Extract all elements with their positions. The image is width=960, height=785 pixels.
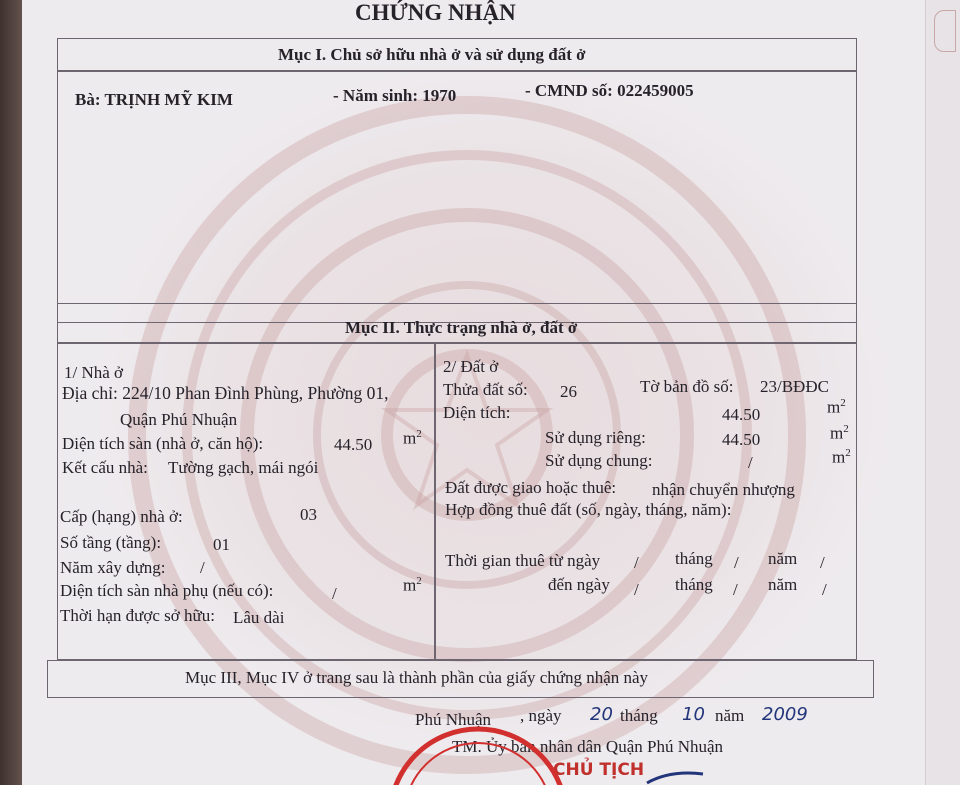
lease-contract-label: Hợp đồng thuê đất (số, ngày, tháng, năm): <box>445 500 732 519</box>
ownership-term-value: Lâu dài <box>233 608 285 627</box>
grade-label: Cấp (hạng) nhà ở: <box>60 507 183 526</box>
ownership-term-label: Thời hạn được sở hữu: <box>60 606 215 625</box>
floor-area-label: Diện tích sàn (nhà ở, căn hộ): <box>62 434 264 453</box>
aux-area-unit: $m^2$ <box>403 575 422 595</box>
page-title: CHỨNG NHẬN <box>355 0 516 25</box>
land-area-value: 44.50 <box>722 405 761 424</box>
lease-to-day: / <box>634 580 639 599</box>
shared-use-value: / <box>748 453 753 472</box>
plot-value: 26 <box>560 382 577 401</box>
lease-from-label: Thời gian thuê từ ngày <box>445 551 601 570</box>
house-address-district: Quận Phú Nhuận <box>120 410 238 429</box>
house-address: Địa chỉ: 224/10 Phan Đình Phùng, Phường 01, <box>62 383 389 403</box>
land-area-unit: $m^2$ <box>827 397 846 417</box>
floors-label: Số tầng (tầng): <box>60 533 162 552</box>
official-seal-stamp <box>388 722 568 785</box>
divider <box>57 70 857 72</box>
lease-to-year-label: năm <box>768 575 798 594</box>
lease-to-year: / <box>822 580 827 599</box>
signature-year-label: năm <box>715 706 745 725</box>
floor-area-unit: $m^2$ <box>403 428 422 448</box>
signature-month: 10 <box>682 704 705 725</box>
next-page-edge <box>925 0 960 785</box>
year-built-label: Năm xây dựng: <box>60 558 166 577</box>
id-number: - CMND số: 022459005 <box>525 81 694 100</box>
chairman-title: CHỦ TỊCH <box>553 760 645 780</box>
signature-place: Phú Nhuận <box>415 710 492 729</box>
house-title: 1/ Nhà ở <box>64 363 124 382</box>
section1-heading: Mục I. Chủ sở hữu nhà ở và sử dụng đất ở <box>278 45 586 64</box>
lease-from-day: / <box>634 553 639 572</box>
lease-from-year-label: năm <box>768 549 798 568</box>
private-use-unit: $m^2$ <box>830 423 849 443</box>
allocation-label: Đất được giao hoặc thuê: <box>445 478 617 497</box>
signature-day-label: , ngày <box>520 706 562 725</box>
divider <box>57 342 857 344</box>
signature-year: 2009 <box>762 704 808 725</box>
lease-from-year: / <box>820 553 825 572</box>
signature-day: 20 <box>590 704 613 725</box>
land-title: 2/ Đất ở <box>443 357 499 376</box>
private-use-value: 44.50 <box>722 430 761 449</box>
lease-from-month-label: tháng <box>675 549 713 568</box>
lease-to-month: / <box>733 580 738 599</box>
birth-year: - Năm sinh: 1970 <box>333 86 457 105</box>
owner-name: Bà: TRỊNH MỸ KIM <box>75 90 233 109</box>
section1-frame <box>57 38 857 323</box>
floor-area-value: 44.50 <box>334 435 373 454</box>
lease-from-month: / <box>734 553 739 572</box>
map-sheet-label: Tờ bản đồ số: <box>640 377 734 396</box>
lease-to-month-label: tháng <box>675 575 713 594</box>
aux-area-label: Diện tích sàn nhà phụ (nếu có): <box>60 581 274 600</box>
plot-label: Thửa đất số: <box>443 380 528 399</box>
aux-area-value: / <box>332 584 337 603</box>
private-use-label: Sử dụng riêng: <box>545 428 646 447</box>
land-area-label: Diện tích: <box>443 403 511 422</box>
lease-to-label: đến ngày <box>548 575 610 594</box>
signature-month-label: tháng <box>620 706 658 725</box>
committee-title: TM. Ủy ban nhân dân Quận Phú Nhuận <box>452 737 724 756</box>
structure-value: Tường gạch, mái ngói <box>168 458 319 477</box>
stamp-mark <box>934 10 956 52</box>
column-divider <box>434 342 436 660</box>
map-sheet-value: 23/BĐĐC <box>760 377 829 396</box>
year-built-value: / <box>200 558 205 577</box>
section2-heading: Mục II. Thực trạng nhà ở, đất ở <box>345 318 578 337</box>
shared-use-unit: $m^2$ <box>832 447 851 467</box>
floors-value: 01 <box>213 535 230 554</box>
grade-value: 03 <box>300 505 317 524</box>
shared-use-label: Sử dụng chung: <box>545 451 653 470</box>
structure-label: Kết cấu nhà: <box>62 458 148 477</box>
footer-note: Mục III, Mục IV ở trang sau là thành phần của giấy chứng nhận này <box>185 668 649 687</box>
allocation-value: nhận chuyển nhượng <box>652 480 795 499</box>
signature-stroke <box>645 770 705 785</box>
